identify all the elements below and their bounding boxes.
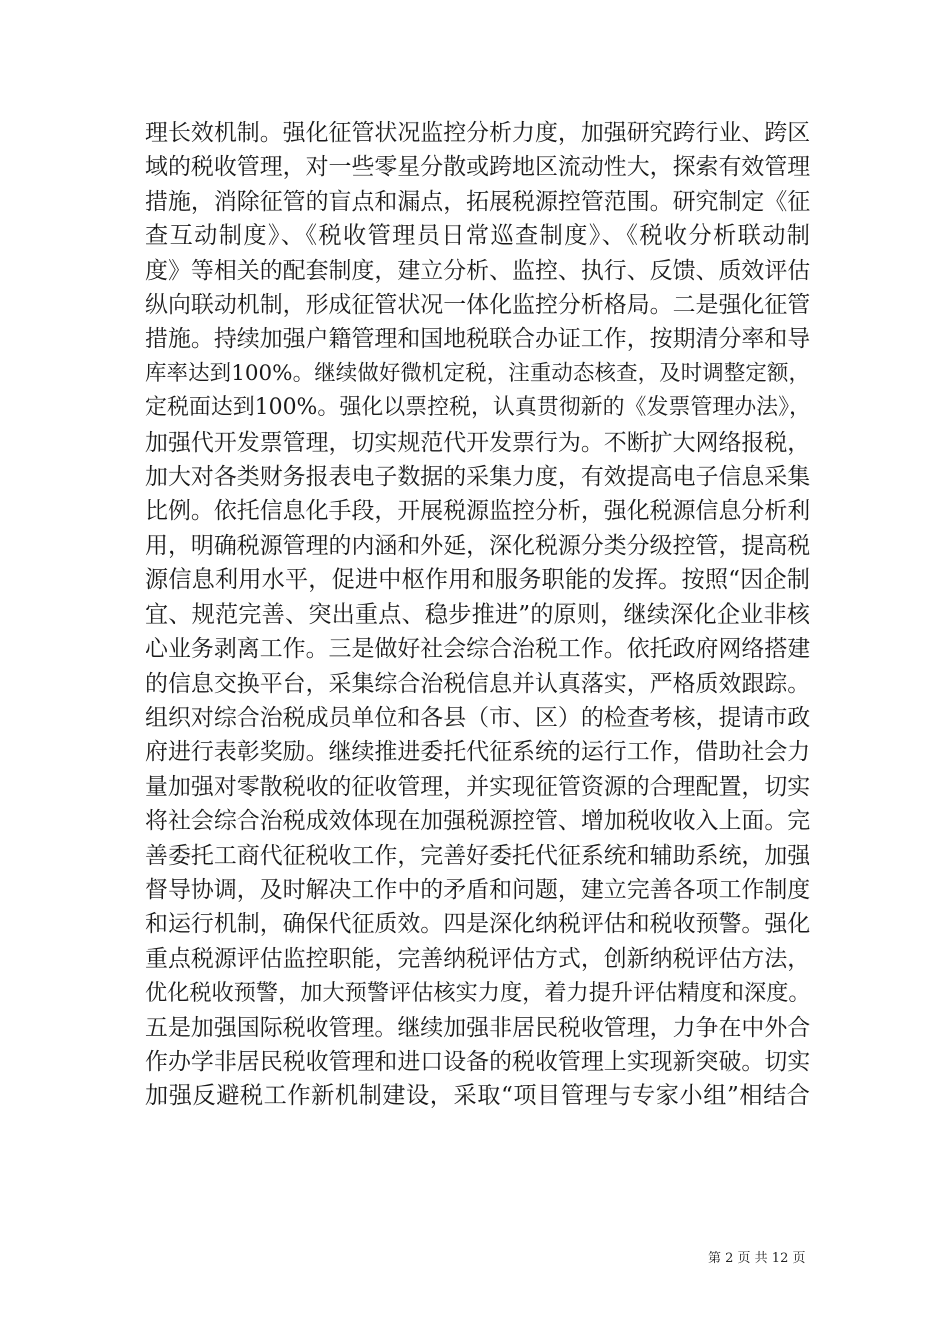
text-line: 善委托工商代征税收工作，完善好委托代征系统和辅助系统，加强	[145, 842, 811, 869]
text-line: 措施。持续加强户籍管理和国地税联合办证工作，按期清分率和导	[145, 326, 811, 353]
text-line: 量加强对零散税收的征收管理，并实现征管资源的合理配置，切实	[145, 773, 811, 800]
text-line: 加强代开发票管理，切实规范代开发票行为。不断扩大网络报税，	[145, 429, 811, 456]
text-line: 和运行机制，确保代征质效。四是深化纳税评估和税收预警。强化	[145, 911, 811, 938]
text-line: 组织对综合治税成员单位和各县（市、区）的检查考核，提请市政	[145, 704, 811, 731]
text-line: 府进行表彰奖励。继续推进委托代征系统的运行工作，借助社会力	[145, 739, 811, 766]
text-line: 加强反避税工作新机制建设，采取“项目管理与专家小组”相结合	[145, 1082, 810, 1110]
text-line: 查互动制度》、《税收管理员日常巡查制度》、《税收分析联动制	[145, 222, 810, 250]
text-line: 督导协调，及时解决工作中的矛盾和问题，建立完善各项工作制度	[145, 876, 811, 903]
text-line: 域的税收管理，对一些零星分散或跨地区流动性大，探索有效管理	[145, 154, 811, 181]
body-paragraph	[145, 116, 810, 1114]
text-line: 源信息利用水平，促进中枢作用和服务职能的发挥。按照“因企制	[145, 566, 810, 594]
text-line: 理长效机制。强化征管状况监控分析力度，加强研究跨行业、跨区	[145, 120, 811, 146]
text-line: 用，明确税源管理的内涵和外延，深化税源分类分级控管，提高税	[145, 532, 811, 559]
text-line: 重点税源评估监控职能，完善纳税评估方式，创新纳税评估方法，	[145, 945, 811, 972]
text-line: 库率达到100%。继续做好微机定税，注重动态核查，及时调整定额，	[145, 360, 810, 386]
text-line: 的信息交换平台，采集综合治税信息并认真落实，严格质效跟踪。	[145, 670, 811, 697]
text-line: 心业务剥离工作。三是做好社会综合治税工作。依托政府网络搭建	[145, 636, 811, 663]
text-line: 加大对各类财务报表电子数据的采集力度，有效提高电子信息采集	[145, 464, 811, 491]
text-line: 将社会综合治税成效体现在加强税源控管、增加税收收入上面。完	[145, 808, 811, 835]
text-line: 作办学非居民税收管理和进口设备的税收管理上实现新突破。切实	[145, 1048, 811, 1075]
text-line: 纵向联动机制，形成征管状况一体化监控分析格局。二是强化征管	[145, 292, 811, 319]
text-line: 定税面达到100%。强化以票控税，认真贯彻新的《发票管理办法》，	[145, 395, 811, 421]
text-line: 五是加强国际税收管理。继续加强非居民税收管理，力争在中外合	[145, 1014, 811, 1041]
text-line: 宜、规范完善、突出重点、稳步推进”的原则，继续深化企业非核	[145, 600, 810, 628]
text-line: 度》等相关的配套制度，建立分析、监控、执行、反馈、质效评估	[145, 257, 811, 284]
page-number: 第 2 页 共 12 页	[708, 1251, 806, 1266]
text-line: 措施，消除征管的盲点和漏点，拓展税源控管范围。研究制定《征	[145, 188, 811, 215]
text-line: 优化税收预警，加大预警评估核实力度，着力提升评估精度和深度。	[145, 980, 811, 1007]
text-line: 比例。依托信息化手段，开展税源监控分析，强化税源信息分析利	[145, 498, 811, 525]
